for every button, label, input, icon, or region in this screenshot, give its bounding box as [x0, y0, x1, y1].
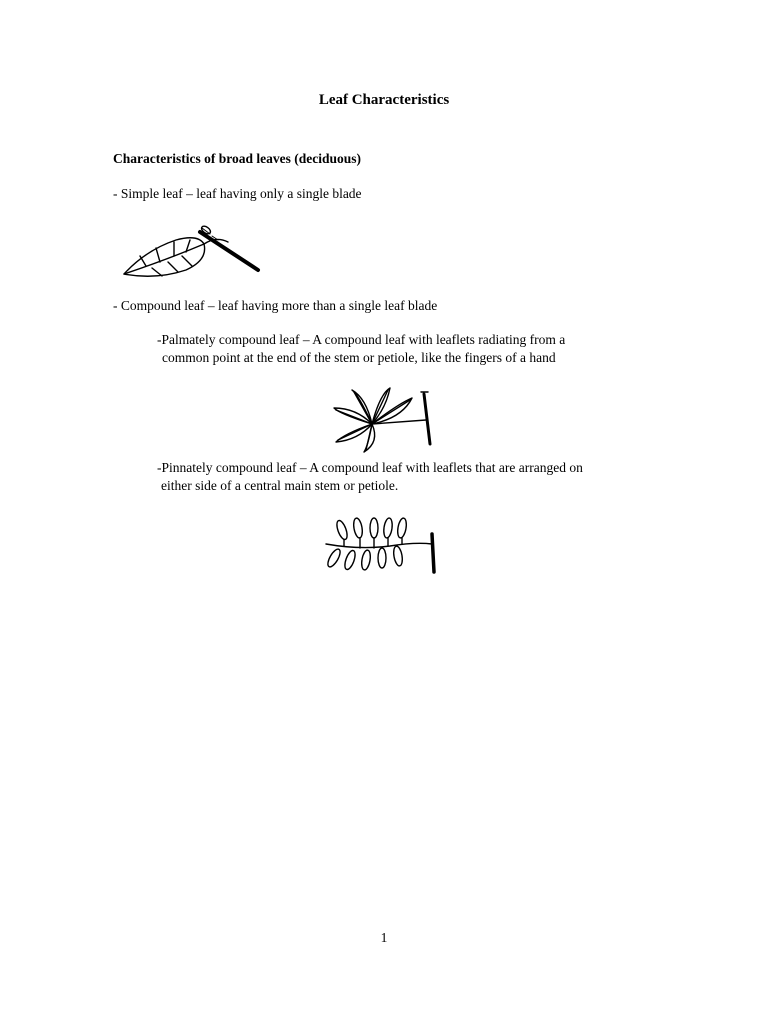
section-heading: Characteristics of broad leaves (deciduous): [113, 151, 361, 166]
simple-leaf-illustration: [116, 220, 262, 282]
pinnate-line-1: -Pinnately compound leaf – A compound leaf with leaflets that are arranged on: [157, 460, 583, 475]
palmate-definition: [157, 331, 565, 367]
page-title: Leaf Characteristics: [318, 92, 450, 108]
page-number: 1: [380, 930, 388, 945]
palmate-line-1: -Palmately compound leaf – A compound leaf with leaflets radiating from a: [157, 332, 566, 347]
pinnate-leaf-illustration: [320, 514, 442, 576]
compound-leaf-definition: - Compound leaf – leaf having more than a single leaf blade: [113, 298, 438, 313]
palmate-line-2: common point at the end of the stem or petiole, like the fingers of a hand: [162, 350, 556, 365]
simple-leaf-definition: - Simple leaf – leaf having only a single blade: [113, 186, 362, 201]
palmate-leaf-illustration: [328, 384, 438, 454]
pinnate-definition: [157, 459, 583, 495]
pinnate-line-2: either side of a central main stem or petiole.: [161, 478, 399, 493]
